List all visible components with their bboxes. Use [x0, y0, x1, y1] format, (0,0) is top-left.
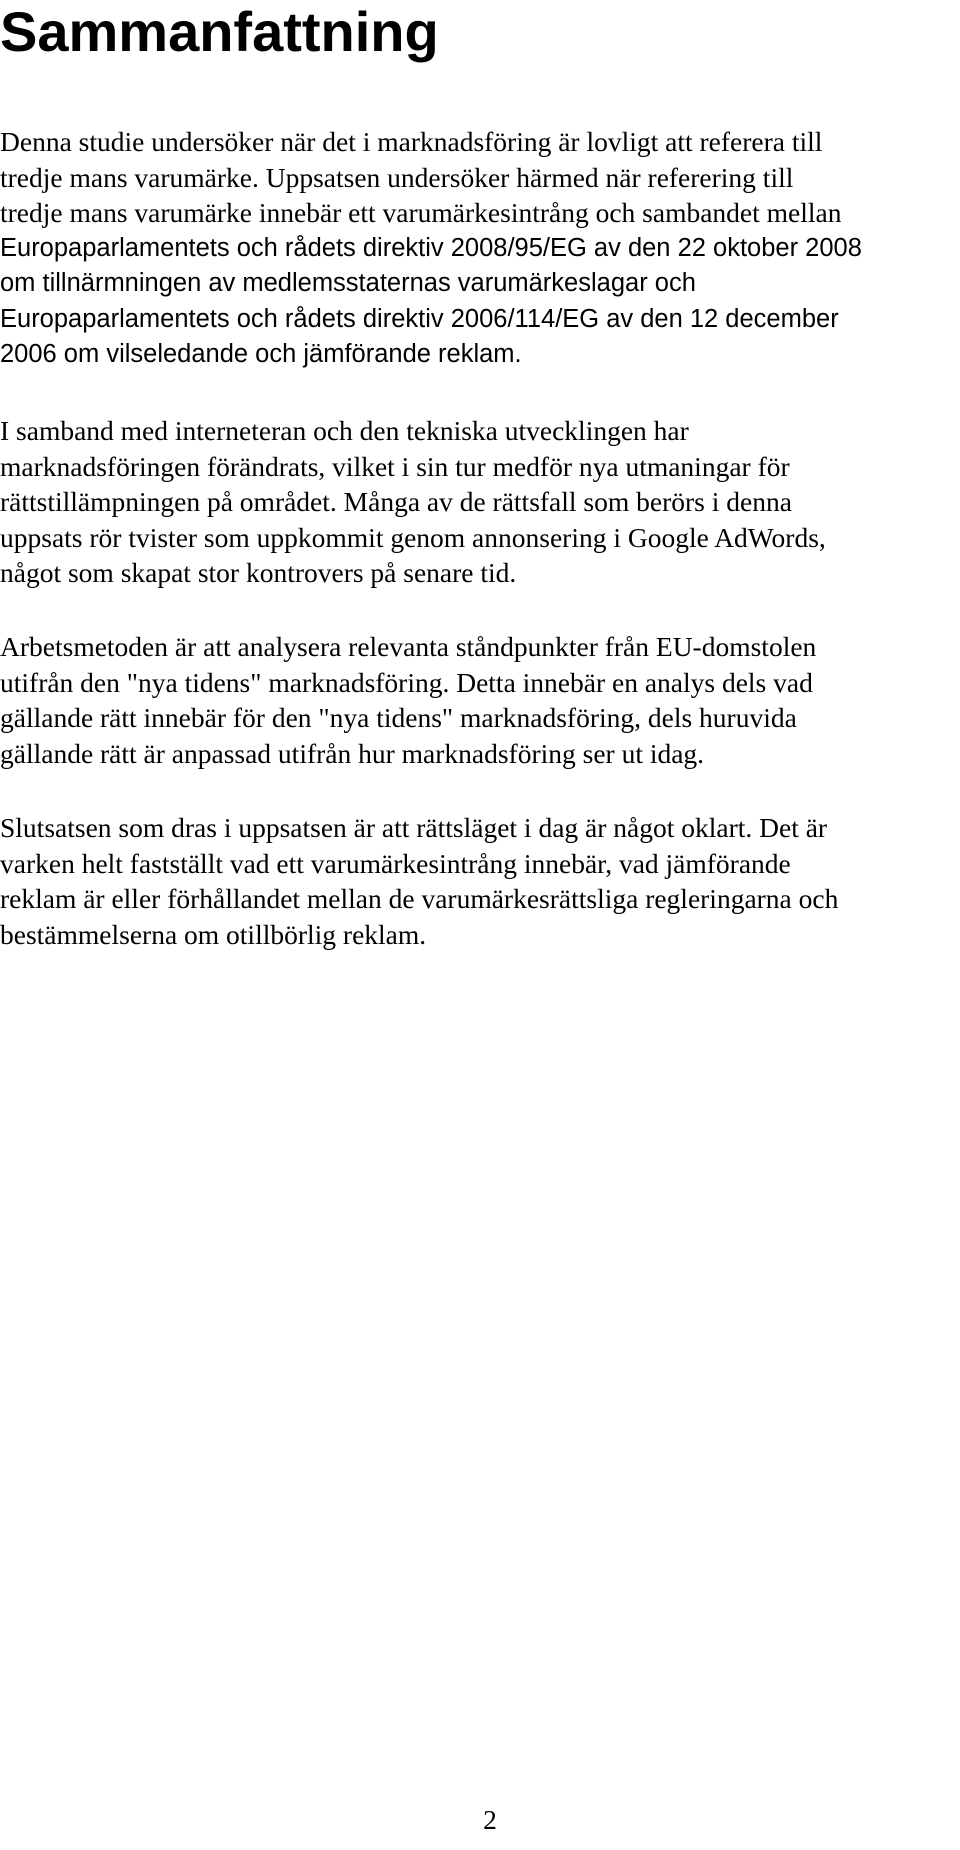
paragraph-line: varken helt fastställt vad ett varumärkesintrång innebär, vad jämförande: [0, 847, 791, 879]
paragraph-line: tredje mans varumärke innebär ett varumärkesintrång och sambandet mellan: [0, 197, 842, 228]
page-number: 2: [483, 1804, 497, 1835]
paragraph-1: [0, 124, 958, 373]
page-title: Sammanfattning: [0, 0, 439, 63]
paragraph-line: utifrån den "nya tidens" marknadsföring. Detta innebär en analys dels vad: [0, 666, 813, 698]
paragraph-line: gällande rätt är anpassad utifrån hur marknadsföring ser ut idag.: [0, 737, 705, 769]
paragraph-line: reklam är eller förhållandet mellan de varumärkesrättsliga regleringarna och: [0, 883, 839, 914]
paragraph-line: I samband med interneteran och den tekniska utvecklingen har: [0, 415, 689, 446]
paragraph-line: Denna studie undersöker när det i marknadsföring är lovligt att referera till: [0, 126, 823, 157]
paragraph-line: Arbetsmetoden är att analysera relevanta ståndpunkter från EU-domstolen: [0, 631, 817, 662]
paragraph-4: [0, 810, 958, 952]
paragraph-line: marknadsföringen förändrats, vilket i sin tur medför nya utmaningar för: [0, 450, 790, 482]
paragraph-line: bestämmelserna om otillbörlig reklam.: [0, 918, 427, 950]
paragraph-line: gällande rätt innebär för den "nya tidens" marknadsföring, dels huruvida: [0, 702, 797, 733]
paragraph-line: uppsats rör tvister som uppkommit genom annonsering i Google AdWords,: [0, 521, 826, 553]
paragraph-line: 2006 om vilseledande och jämförande reklam.: [0, 340, 522, 368]
paragraph-line: Europaparlamentets och rådets direktiv 2008/95/EG av den 22 oktober 2008: [0, 233, 862, 262]
paragraph-line: rättstillämpningen på området. Många av de rättsfall som berörs i denna: [0, 486, 792, 517]
paragraph-line: något som skapat stor kontrovers på senare tid.: [0, 557, 517, 588]
paragraph-2: [0, 413, 958, 591]
paragraph-line: Slutsatsen som dras i uppsatsen är att rättsläget i dag är något oklart. Det är: [0, 812, 828, 843]
paragraph-line: tredje mans varumärke. Uppsatsen undersöker härmed när referering till: [0, 161, 794, 193]
paragraph-line: Europaparlamentets och rådets direktiv 2006/114/EG av den 12 december: [0, 304, 839, 333]
paragraph-line: om tillnärmningen av medlemsstaternas varumärkeslagar och: [0, 269, 696, 297]
paragraph-3: [0, 629, 958, 771]
